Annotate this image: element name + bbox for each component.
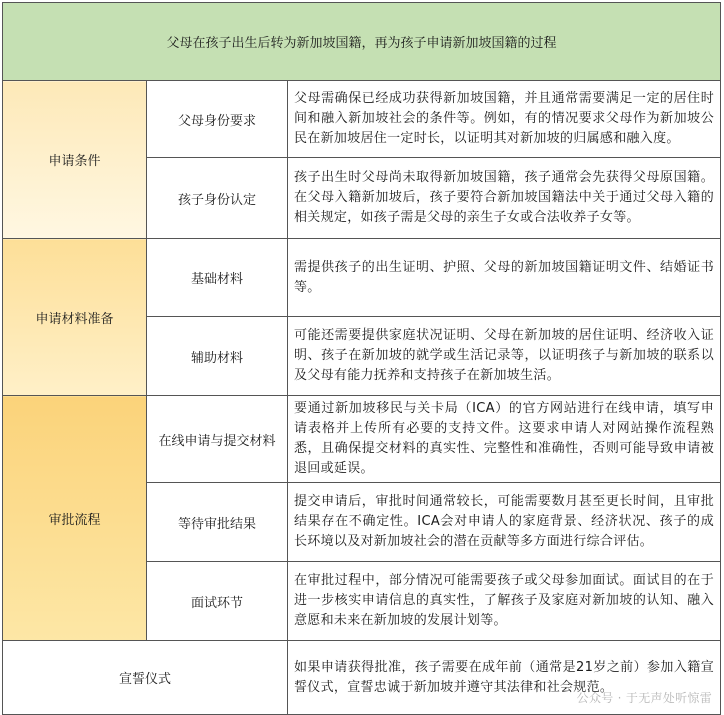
sub-await-result: 等待审批结果 <box>147 483 288 562</box>
desc-oath-ceremony <box>288 641 721 715</box>
sub-online-application: 在线申请与提交材料 <box>147 396 288 483</box>
sub-basic-materials: 基础材料 <box>147 239 288 317</box>
category-materials: 申请材料准备 <box>3 239 147 396</box>
watermark: 公众号 · 于无声处听惊雷 <box>576 691 713 705</box>
desc-child-identity: 孩子出生时父母尚未取得新加坡国籍，孩子通常会先获得父母原国籍。在父母入籍新加坡后，孩子要符合新加坡国籍法中关于通过父母入籍的相关规定，如孩子需是父母的亲生子女或合法收养子女等。 <box>288 158 721 239</box>
desc-basic-materials: 需提供孩子的出生证明、护照、父母的新加坡国籍证明文件、结婚证书等。 <box>288 239 721 317</box>
table-title: 父母在孩子出生后转为新加坡国籍，再为孩子申请新加坡国籍的过程 <box>3 3 721 81</box>
desc-online-application: 要通过新加坡移民与关卡局（ICA）的官方网站进行在线申请，填写申请表格并上传所有必要的支持文件。这要求申请人对网站操作流程熟悉，且确保提交材料的真实性、完整性和准确性，否则可能导致申请被退回或延误。 <box>288 396 721 483</box>
sub-child-identity: 孩子身份认定 <box>147 158 288 239</box>
category-approval-process: 审批流程 <box>3 396 147 641</box>
desc-supporting-materials: 可能还需要提供家庭状况证明、父母在新加坡的居住证明、经济收入证明、孩子在新加坡的就学或生活记录等，以证明孩子与新加坡的联系以及父母有能力抚养和支持孩子在新加坡生活。 <box>288 317 721 396</box>
sub-supporting-materials: 辅助材料 <box>147 317 288 396</box>
citizenship-process-table <box>2 2 721 715</box>
category-application-conditions: 申请条件 <box>3 81 147 239</box>
desc-interview: 在审批过程中，部分情况可能需要孩子或父母参加面试。面试目的在于进一步核实申请信息的真实性，了解孩子及家庭对新加坡的认知、融入意愿和未来在新加坡的发展计划等。 <box>288 562 721 641</box>
desc-await-result: 提交申请后，审批时间通常较长，可能需要数月甚至更长时间，且审批结果存在不确定性。ICA会对申请人的家庭背景、经济状况、孩子的成长环境以及对新加坡社会的潜在贡献等多方面进行综合评估。 <box>288 483 721 562</box>
category-oath-ceremony: 宣誓仪式 <box>3 641 288 715</box>
desc-parent-identity: 父母需确保已经成功获得新加坡国籍，并且通常需要满足一定的居住时间和融入新加坡社会的条件等。例如，有的情况要求父母作为新加坡公民在新加坡居住一定时长，以证明其对新加坡的归属感和融入度。 <box>288 81 721 158</box>
sub-parent-identity: 父母身份要求 <box>147 81 288 158</box>
desc-oath-ceremony-text: 如果申请获得批准，孩子需要在成年前（通常是21岁之前）参加入籍宣誓仪式，宣誓忠诚于新加坡并遵守其法律和社会规范。 <box>294 659 715 695</box>
sub-interview: 面试环节 <box>147 562 288 641</box>
